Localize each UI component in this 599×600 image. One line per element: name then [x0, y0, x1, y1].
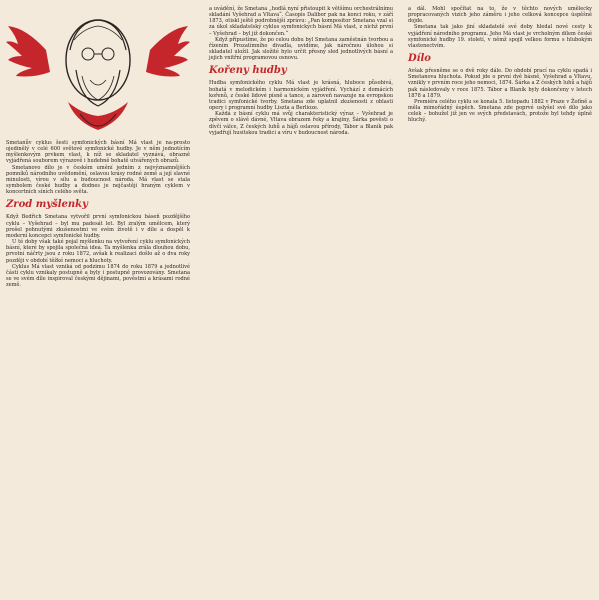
paragraph: Cyklus Má vlast vzniká od podzimu 1874 do roku 1879 a jednotlivé části cyklu vznikaly postupně a byly i postupně provozovány. Smetana se ve svém díle inspiroval českými dějinami, pověstmi a krásami rodné země.	[6, 263, 190, 289]
paragraph: Avšak přesněme se o dvě roky dále. Do období prací na cyklu spadá i Smetanova hluchota. Pokud jde o první dvě básně, Vyšehrad a Vltavu, vznikly v prvním roce jeho nemoci, 1874. Šárka a Z českých luhů a hájů pak následovaly v roce 1875. Tábor a Blaník byly dokončeny v letech 1878 a 1879.	[408, 68, 592, 99]
paragraph: Smetanovo dílo je v českém umění jedním z nejvýznamnějších pomníků národního uvědomění, oslavou krásy rodné země a její slavné minulosti, vírou v sílu a budoucnost národa. Má vlast se stala symbolem české hudby a dodnes je nejčastěji hraným cyklem v koncertních síních celého světa.	[6, 164, 190, 196]
paragraph: Když Bedřich Smetana vytvořil první symfonickou báseň pozdějšího cyklu – Vyšehrad – byl mu padesát let. Byl zralým umělcem, který prošel pohnutými zkušenostmi ve svém životě i v díle a dospěl k moderní koncepci symfonické hudby.	[6, 214, 190, 239]
column-1	[6, 10, 190, 288]
column-2	[209, 6, 393, 136]
section-heading: Kořeny hudby	[209, 65, 287, 77]
column-3	[408, 6, 592, 124]
paragraph: U té doby však také pojal myšlenku na vytvoření cyklu symfonických básní, které by spojila společná idea. Ta myšlenka zrála dlouhou dobu, prvotní náčrty jsou z roku 1872, avšak k realizaci došlo až o dva roky později v období těžké nemoci a hluchoty.	[6, 239, 190, 264]
paragraph: Smetana tak jako jiní skladatelé své doby hledal nové cesty k vyjádření národního programu. Jeho Má vlast je vrcholným dílem české symfonické hudby 19. století, v němž spojil velkou formu s hlubokým vlastenectvím.	[408, 24, 592, 49]
paragraph: Hudba symfonického cyklu Má vlast je krásná, hluboce působivá, bohatá v melodickém i harmonickém vyjádření. Vychází z domácích kořenů, z české lidové písně a tance, a zároveň navazuje na evropskou tradici symfonické tvorby. Smetana zde uplatnil zkušenosti z oblasti opery i programní hudby Liszta a Berlioze.	[209, 80, 393, 112]
section-heading: Dílo	[408, 53, 431, 65]
paragraph: Každá z básní cyklu má svůj charakteristický výraz – Vyšehrad je zpěvem o slávě dávné, Vltava obrazem řeky a krajiny, Šárka pověstí o dívčí válce, Z českých luhů a hájů oslavou přírody, Tábor a Blaník pak vyjadřují husitskou tradici a víru v budoucnost národa.	[209, 111, 393, 136]
paragraph: Smetanův cyklus šesti symfonických básní Má vlast je na-prosto ojedinělý v celé 600 světové symfonické hudby. Je v něm jednotícím myšlenkovým prvkem vlast, k níž se skladatel vyznává, obrazně vyjádřená souborem výrazově i hudebně bohatě utvářených obrazů.	[6, 140, 190, 165]
paragraph: a uvádění, že Smetana „hodlá nyní přistoupit k většímu orchestrálnímu skladání Vyšehrad a Vltava“. Časopis Dalibor pak na konci roku, v září 1873, otiskl ještě podrobnější zprávu: „Pan kompositor Smetana vzal si za úkol skladatelský cyklus symfonických básní Má vlast, z nichž první – Vyšehrad – byl již dokončen.“	[209, 6, 393, 37]
paragraph: a dál. Mohl spočítat na to, že v těchto nových umělecky propracovaných vizích jeho záměru i jeho celková koncepce úspěšně dojde.	[408, 6, 592, 25]
paragraph: Premiéra celého cyklu se konala 5. listopadu 1882 v Praze v Žofíně a měla mimořádný úspěch. Smetana zde poprvé uslyšel své dílo jako celek – bohužel již jen ve svých představách, protože byl tehdy úplně hluchý.	[408, 98, 592, 124]
emblem	[6, 10, 190, 140]
smetana-portrait-emblem-icon	[6, 10, 190, 140]
section-heading: Zrod myšlenky	[6, 199, 88, 211]
paragraph: Když připustíme, že po celou dobu byl Smetana zaměstnán tvorbou a řízením Prozatímního divadla, uvidíme, jak náročnou úlohou si skladatel uložil. Jak složité bylo určit přesný sled jednotlivých básní a jejich vnitřní programovou osnovu.	[209, 36, 393, 62]
